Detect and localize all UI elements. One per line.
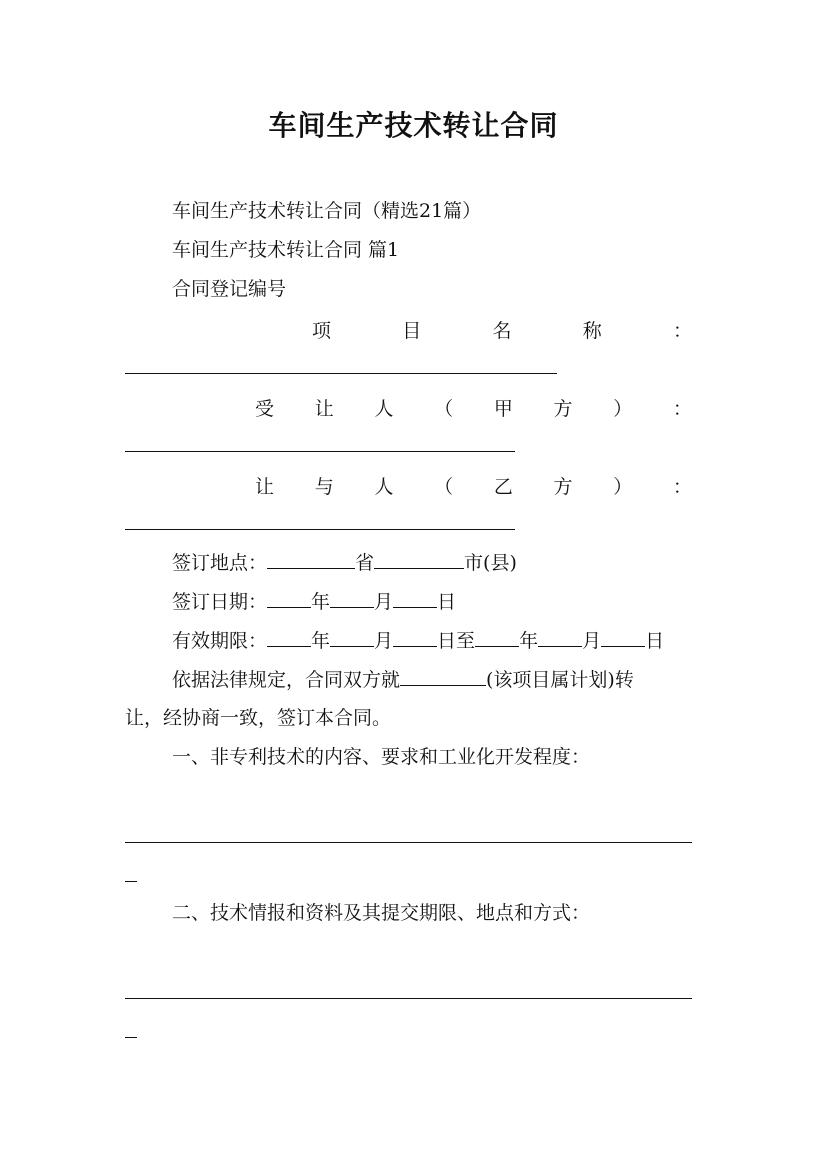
valid-from-year-blank[interactable]: [267, 628, 311, 647]
basis-row: 依据法律规定，合同双方就 (该项目属计划)转: [172, 669, 634, 691]
valid-to-month-blank[interactable]: [538, 628, 582, 647]
subtitle: 车间生产技术转让合同（精选21篇）: [172, 200, 482, 222]
validity-row: 有效期限： 年 月 日至 年 月 日: [172, 630, 665, 652]
province-blank[interactable]: [267, 550, 355, 569]
clause-1-blank-tail[interactable]: [125, 881, 137, 882]
sign-day-blank[interactable]: [393, 589, 437, 608]
sign-place-label: 签订地点：: [172, 552, 268, 574]
city-blank[interactable]: [374, 550, 464, 569]
validity-label: 有效期限：: [172, 630, 268, 652]
sign-month-blank[interactable]: [330, 589, 374, 608]
basis-continuation: 让，经协商一致，签订本合同。: [125, 707, 392, 729]
sign-date-label: 签订日期：: [172, 591, 268, 613]
clause-2-blank[interactable]: [125, 998, 692, 999]
party-b-label: 让 与 人 （ 乙 方 ） ：: [255, 476, 692, 498]
sign-place-row: 签订地点： 省 市(县): [172, 552, 517, 574]
valid-to-year-blank[interactable]: [475, 628, 519, 647]
party-a-label: 受 让 人 （ 甲 方 ） ：: [255, 398, 692, 420]
page-title: 车间生产技术转让合同: [268, 109, 559, 142]
project-name-blank[interactable]: [125, 373, 557, 374]
clause-2-heading: 二、技术情报和资料及其提交期限、地点和方式：: [172, 902, 591, 924]
section-heading: 车间生产技术转让合同 篇1: [172, 239, 400, 261]
project-plan-blank[interactable]: [400, 667, 486, 686]
project-name-label: 项 目 名 称 ：: [312, 320, 692, 342]
sign-year-blank[interactable]: [267, 589, 311, 608]
valid-to-day-blank[interactable]: [601, 628, 645, 647]
clause-1-blank[interactable]: [125, 842, 692, 843]
party-a-blank[interactable]: [125, 451, 515, 452]
valid-from-day-blank[interactable]: [393, 628, 437, 647]
registration-number-label: 合同登记编号: [172, 278, 287, 300]
valid-from-month-blank[interactable]: [330, 628, 374, 647]
clause-1-heading: 一、非专利技术的内容、要求和工业化开发程度：: [172, 746, 591, 768]
sign-date-row: 签订日期： 年 月 日: [172, 591, 457, 613]
clause-2-blank-tail[interactable]: [125, 1037, 137, 1038]
party-b-blank[interactable]: [125, 529, 515, 530]
